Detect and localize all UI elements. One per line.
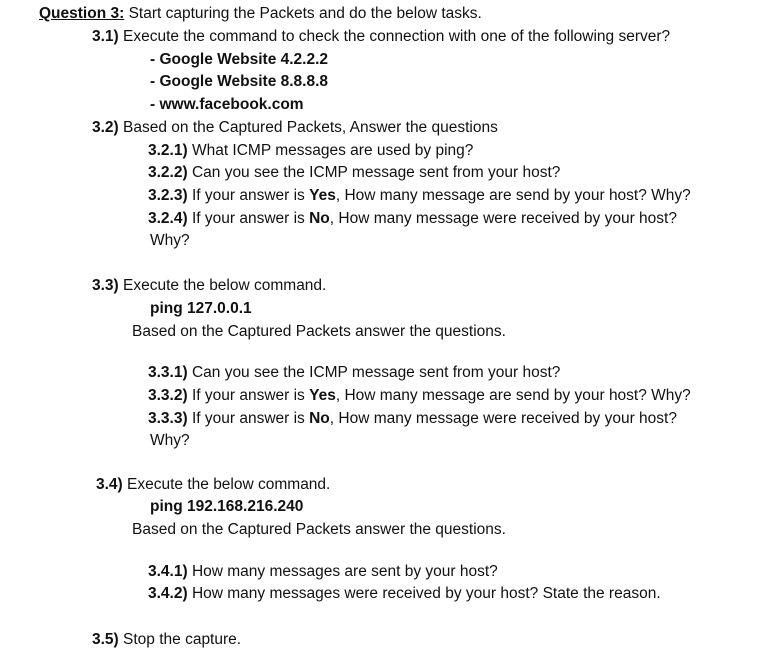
keyword: No bbox=[309, 210, 330, 227]
item-3-1 bbox=[92, 27, 670, 47]
subitem-number: 3.4.2) bbox=[148, 585, 188, 602]
subitem-text: If your answer is bbox=[187, 410, 310, 427]
item-text: Execute the below command. bbox=[118, 277, 327, 294]
command-text bbox=[150, 497, 303, 517]
item-text: Execute the command to check the connection with one of the following server? bbox=[118, 28, 671, 45]
subitem-text: , How many message are send by your host? Why? bbox=[335, 387, 691, 404]
subitem-text: If your answer is bbox=[187, 210, 310, 227]
subitem-continuation: Why? bbox=[150, 432, 190, 449]
subitem-number: 3.2.3) bbox=[148, 187, 188, 204]
subitem-text: , How many message were received by your host? bbox=[329, 210, 677, 227]
subitem-number: 3.3.3) bbox=[148, 410, 188, 427]
subitem-text: , How many message are send by your host? Why? bbox=[335, 187, 691, 204]
item-3-3 bbox=[92, 276, 326, 296]
command-text bbox=[150, 299, 252, 319]
item-number: 3.1) bbox=[92, 28, 119, 45]
server-option bbox=[150, 72, 328, 92]
server-option bbox=[150, 50, 328, 70]
question-text: Start capturing the Packets and do the below tasks. bbox=[124, 5, 482, 22]
item-number: 3.3) bbox=[92, 277, 119, 294]
subitem-3-4-1 bbox=[148, 562, 498, 582]
subitem-number: 3.2.4) bbox=[148, 210, 188, 227]
server-option-text: - Google Website 4.2.2.2 bbox=[150, 51, 329, 68]
subitem-number: 3.4.1) bbox=[148, 563, 188, 580]
subitem-text: If your answer is bbox=[187, 387, 310, 404]
subitem-text: Can you see the ICMP message sent from your host? bbox=[187, 164, 561, 181]
item-3-4 bbox=[96, 475, 330, 495]
server-option-text: - Google Website 8.8.8.8 bbox=[150, 73, 329, 90]
subitem-3-2-2 bbox=[148, 163, 560, 183]
item-number: 3.2) bbox=[92, 119, 119, 136]
server-option bbox=[150, 95, 304, 115]
item-text: Stop the capture. bbox=[118, 631, 242, 648]
subitem-3-3-3 bbox=[148, 409, 677, 429]
subitem-number: 3.3.1) bbox=[148, 364, 188, 381]
subitem-text: , How many message were received by your host? bbox=[329, 410, 677, 427]
subitem-number: 3.2.1) bbox=[148, 142, 188, 159]
subitem-continuation: Why? bbox=[150, 232, 190, 249]
subitem-text: If your answer is bbox=[187, 187, 310, 204]
command-value: ping 192.168.216.240 bbox=[150, 498, 304, 515]
subitem-text: What ICMP messages are used by ping? bbox=[187, 142, 474, 159]
subitem-text: How many messages were received by your host? State the reason. bbox=[187, 585, 661, 602]
subitem-3-3-2 bbox=[148, 386, 691, 406]
subitem-3-4-2 bbox=[148, 584, 661, 604]
keyword: Yes bbox=[309, 387, 336, 404]
item-text: Execute the below command. bbox=[122, 476, 331, 493]
subitem-number: 3.2.2) bbox=[148, 164, 188, 181]
subitem-3-2-4 bbox=[148, 209, 677, 229]
item-text: Based on the Captured Packets, Answer the questions bbox=[118, 119, 498, 136]
question-heading bbox=[39, 4, 482, 24]
subitem-text: Can you see the ICMP message sent from your host? bbox=[187, 364, 561, 381]
item-3-5 bbox=[92, 630, 241, 650]
item-number: 3.4) bbox=[96, 476, 123, 493]
instruction-text: Based on the Captured Packets answer the questions. bbox=[132, 521, 506, 538]
subitem-text: How many messages are sent by your host? bbox=[187, 563, 498, 580]
subitem-number: 3.3.2) bbox=[148, 387, 188, 404]
server-option-text: - www.facebook.com bbox=[150, 96, 304, 113]
command-value: ping 127.0.0.1 bbox=[150, 300, 252, 317]
question-label: Question 3: bbox=[39, 5, 125, 22]
subitem-3-3-1 bbox=[148, 363, 560, 383]
keyword: Yes bbox=[309, 187, 336, 204]
item-3-2 bbox=[92, 118, 498, 138]
item-number: 3.5) bbox=[92, 631, 119, 648]
subitem-3-2-3 bbox=[148, 186, 691, 206]
instruction-text: Based on the Captured Packets answer the questions. bbox=[132, 323, 506, 340]
keyword: No bbox=[309, 410, 330, 427]
subitem-3-2-1 bbox=[148, 141, 473, 161]
